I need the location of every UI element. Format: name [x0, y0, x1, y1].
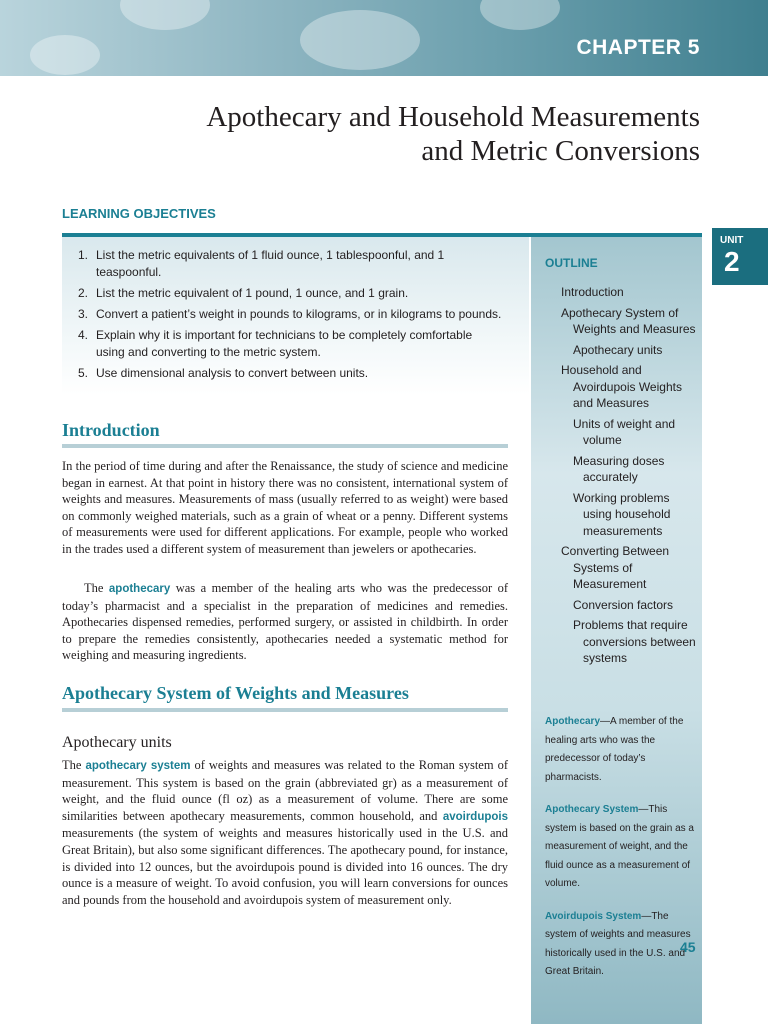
chapter-title-line2: and Metric Conversions: [421, 135, 700, 167]
unit-label: UNIT: [720, 235, 744, 246]
outline-list: [561, 284, 701, 671]
glossary-term: Apothecary: [545, 716, 601, 727]
learning-objectives-heading: LEARNING OBJECTIVES: [62, 206, 216, 221]
apothecary-section-heading: Apothecary System of Weights and Measures: [62, 683, 409, 703]
item-text: Explain why it is important for technicians to be completely comfortable using and converting to the metric system.: [96, 328, 473, 359]
introduction-paragraph-1: In the period of time during and after the Renaissance, the study of science and medicine began in earnest. At that point in history there was no consistent, international system of weights and measures. Measurements of mass (usually referred to as weight) were based on commonly weighed materials, such as a grain of wheat or a penny. Different systems of measurements were used for different applications. For example, people who worked in the trades used a different system of measurement than jewelers or apothecaries.: [62, 459, 508, 556]
divider: [62, 708, 508, 712]
glossary-entry: [545, 713, 695, 787]
outline-item[interactable]: Apothecary System of Weights and Measures: [561, 305, 696, 336]
page-number: 45: [680, 939, 696, 955]
list-item: [78, 306, 503, 323]
text-run: The: [62, 758, 86, 772]
item-text: Convert a patient’s weight in pounds to kilograms, or in kilograms to pounds.: [96, 307, 502, 321]
glossary-definition: —This system is based on the grain as a measurement of weight, and the fluid ounce as a measurement of volume.: [545, 804, 694, 889]
outline-subitem[interactable]: Apothecary units: [573, 342, 663, 357]
apothecary-units-paragraph: [62, 757, 508, 908]
text-run: measurements (the system of weights and measures historically used in the U.S. and Great Britain), but also some significant differences. The apothecary pound, for instance, is divided into 12 ounces, but the avoirdupois pound is divided into 16 ounces. The dry ounce is a measure of weight. To avoid confusion, you will learn conversions for ounces and pounds from the household and avoirdupois system of measurement only.: [62, 826, 508, 907]
glossary: [545, 713, 695, 996]
glossary-definition: —The system of weights and measures historically used in the U.S. and Great Britain.: [545, 910, 691, 977]
divider: [62, 444, 508, 448]
outline-subitem[interactable]: Measuring doses accurately: [573, 453, 665, 484]
list-item: [78, 327, 503, 361]
list-item: [78, 247, 503, 281]
learning-objectives-list: [78, 247, 503, 386]
text-run: of weights and measures was related to the Roman system of measurement. This system is based on the grain (abbreviated gr) as a measurement of weight, and the fluid ounce (fl oz) as a measurement of volume. There are some similarities between apothecary measurements, common household, and: [62, 758, 508, 823]
keyword-apothecary[interactable]: apothecary: [108, 583, 171, 595]
chapter-title-line1: Apothecary and Household Measurements: [206, 101, 700, 133]
chapter-label: CHAPTER 5: [576, 36, 700, 59]
unit-number: 2: [724, 246, 740, 277]
outline-subitem[interactable]: Working problems using household measurements: [573, 490, 671, 538]
glossary-term: Avoirdupois System: [545, 910, 642, 922]
item-number: 4.: [78, 328, 89, 342]
item-number: 2.: [78, 286, 89, 300]
glossary-definition: —A member of the healing arts who was the predecessor of today’s pharmacists.: [545, 716, 684, 783]
glossary-entry: [545, 908, 695, 982]
item-text: Use dimensional analysis to convert between units.: [96, 366, 369, 380]
text-run: was a member of the healing arts who was the predecessor of today’s pharmacist and a specialist in the preparation of medicines and remedies. Apothecaries dispensed remedies, performed surgery, or assisted in childbirth. In order to prepare the remedies consistently, apothecaries needed a systematic method for weighing and measuring ingredients.: [62, 581, 508, 663]
item-number: 3.: [78, 307, 89, 321]
keyword-avoirdupois[interactable]: avoirdupois: [442, 810, 508, 823]
item-text: List the metric equivalents of 1 fluid ounce, 1 tablespoonful, and 1 teaspoonful.: [96, 248, 445, 279]
item-number: 1.: [78, 248, 89, 262]
outline-subitem[interactable]: Problems that require conversions between systems: [573, 618, 696, 665]
apothecary-units-subheading: Apothecary units: [62, 734, 172, 751]
glossary-entry: [545, 801, 695, 894]
text-run: The: [84, 581, 109, 595]
keyword-apothecary-system[interactable]: apothecary system: [85, 760, 191, 772]
outline-item[interactable]: Converting Between Systems of Measurement: [561, 544, 670, 591]
outline-subitem[interactable]: Conversion factors: [573, 597, 674, 612]
chapter-title: [100, 100, 700, 168]
introduction-paragraph-2: [62, 580, 508, 664]
list-item: [78, 365, 503, 382]
item-text: List the metric equivalent of 1 pound, 1 ounce, and 1 grain.: [96, 286, 409, 300]
list-item: [78, 285, 503, 302]
unit-tab: [712, 228, 768, 285]
item-number: 5.: [78, 366, 89, 380]
outline-subitem[interactable]: Units of weight and volume: [573, 416, 676, 447]
outline-item[interactable]: Introduction: [561, 285, 624, 299]
chapter-banner: [0, 0, 768, 76]
outline-item[interactable]: Household and Avoirdupois Weights and Measures: [561, 363, 682, 410]
glossary-term: Apothecary System: [545, 804, 639, 815]
introduction-heading: Introduction: [62, 420, 160, 440]
outline-heading: OUTLINE: [545, 256, 598, 270]
